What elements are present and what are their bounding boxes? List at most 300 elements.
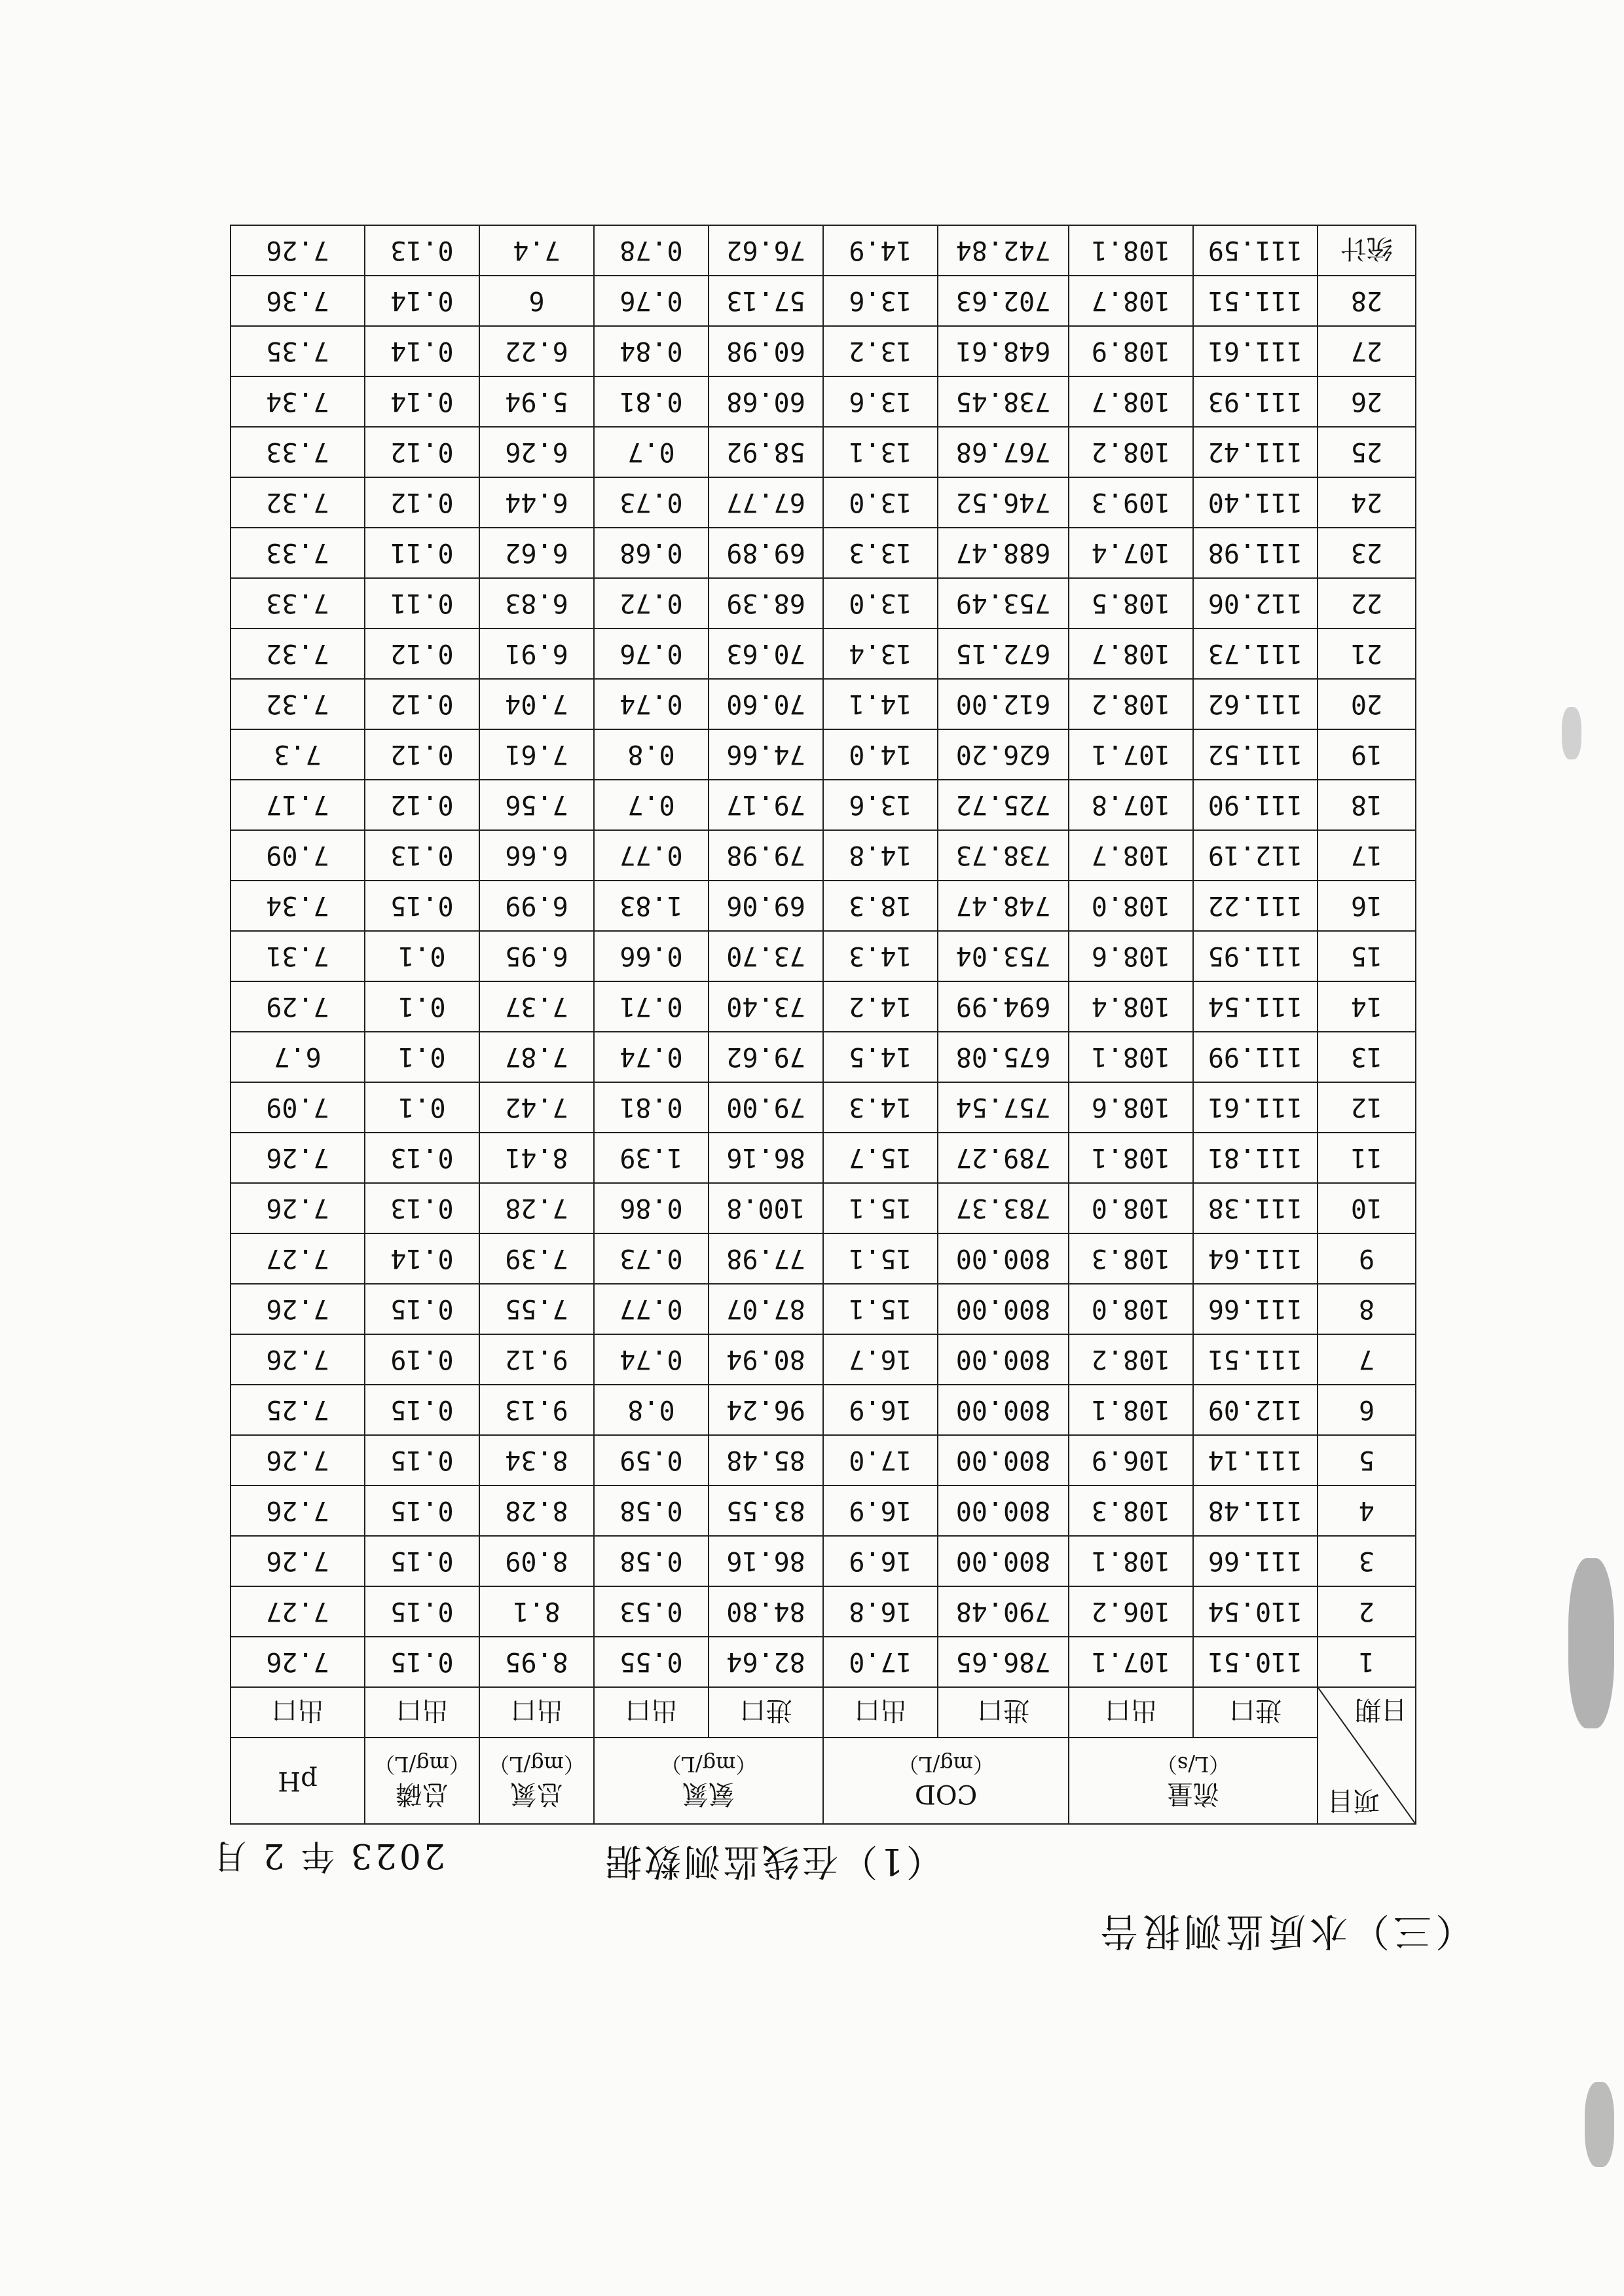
value-cell: 7.27 — [231, 1586, 365, 1637]
value-cell: 108.2 — [1069, 679, 1193, 729]
value-cell: 7.42 — [479, 1082, 594, 1133]
value-cell: 82.64 — [709, 1637, 823, 1687]
value-cell: 6.66 — [479, 830, 594, 881]
value-cell: 7.55 — [479, 1284, 594, 1334]
value-cell: 108.0 — [1069, 1183, 1193, 1233]
table-row — [231, 376, 1416, 427]
value-cell: 108.4 — [1069, 981, 1193, 1032]
value-cell: 108.6 — [1069, 931, 1193, 981]
header-flow — [1069, 1738, 1318, 1824]
value-cell: 76.62 — [709, 225, 823, 276]
value-cell: 107.1 — [1069, 729, 1193, 780]
value-cell: 108.6 — [1069, 1082, 1193, 1133]
value-cell: 111.48 — [1193, 1485, 1318, 1536]
report-heading: （三）水质监测报告 — [1096, 1909, 1473, 1954]
value-cell: 110.54 — [1193, 1586, 1318, 1637]
value-cell: 111.93 — [1193, 376, 1318, 427]
table-row — [231, 780, 1416, 830]
table-body — [231, 225, 1416, 1687]
value-cell: 70.60 — [709, 679, 823, 729]
table-row — [231, 1334, 1416, 1385]
value-cell: 13.6 — [823, 780, 938, 830]
value-cell: 16.9 — [823, 1536, 938, 1586]
value-cell: 110.51 — [1193, 1637, 1318, 1687]
value-cell: 0.15 — [365, 1637, 479, 1687]
value-cell: 702.63 — [938, 276, 1069, 326]
table-row — [231, 1082, 1416, 1133]
value-cell: 7.26 — [231, 1485, 365, 1536]
value-cell: 16.7 — [823, 1334, 938, 1385]
value-cell: 7.28 — [479, 1183, 594, 1233]
date-cell: 25 — [1318, 427, 1416, 477]
table-row — [231, 1284, 1416, 1334]
value-cell: 800.00 — [938, 1385, 1069, 1435]
value-cell: 111.81 — [1193, 1133, 1318, 1183]
value-cell: 85.48 — [709, 1435, 823, 1485]
value-cell: 108.1 — [1069, 1133, 1193, 1183]
value-cell: 0.76 — [594, 629, 709, 679]
value-cell: 7.39 — [479, 1233, 594, 1284]
date-cell: 26 — [1318, 376, 1416, 427]
date-cell: 6 — [1318, 1385, 1416, 1435]
value-cell: 7.26 — [231, 1284, 365, 1334]
value-cell: 7.35 — [231, 326, 365, 376]
value-cell: 16.8 — [823, 1586, 938, 1637]
value-cell: 0.66 — [594, 931, 709, 981]
value-cell: 742.84 — [938, 225, 1069, 276]
value-cell: 57.13 — [709, 276, 823, 326]
value-cell: 672.15 — [938, 629, 1069, 679]
value-cell: 14.5 — [823, 1032, 938, 1082]
table-row — [231, 528, 1416, 578]
value-cell: 7.36 — [231, 276, 365, 326]
table-row — [231, 830, 1416, 881]
value-cell: 7.34 — [231, 881, 365, 931]
value-cell: 725.72 — [938, 780, 1069, 830]
value-cell: 111.59 — [1193, 225, 1318, 276]
header-total-nitrogen — [479, 1738, 594, 1824]
value-cell: 0.74 — [594, 1032, 709, 1082]
value-cell: 108.7 — [1069, 276, 1193, 326]
subheader-cod-out: 出口 — [823, 1687, 938, 1738]
date-cell: 3 — [1318, 1536, 1416, 1586]
value-cell: 60.68 — [709, 376, 823, 427]
value-cell: 112.06 — [1193, 578, 1318, 629]
value-cell: 0.58 — [594, 1485, 709, 1536]
value-cell: 107.1 — [1069, 1637, 1193, 1687]
date-cell: 14 — [1318, 981, 1416, 1032]
value-cell: 0.72 — [594, 578, 709, 629]
value-cell: 108.7 — [1069, 376, 1193, 427]
value-cell: 0.12 — [365, 729, 479, 780]
value-cell: 0.74 — [594, 1334, 709, 1385]
value-cell: 111.51 — [1193, 276, 1318, 326]
value-cell: 0.7 — [594, 780, 709, 830]
value-cell: 0.14 — [365, 276, 479, 326]
value-cell: 8.28 — [479, 1485, 594, 1536]
value-cell: 111.99 — [1193, 1032, 1318, 1082]
table-row — [231, 1233, 1416, 1284]
value-cell: 753.04 — [938, 931, 1069, 981]
value-cell: 0.15 — [365, 1536, 479, 1586]
value-cell: 7.32 — [231, 477, 365, 528]
value-cell: 13.1 — [823, 427, 938, 477]
value-cell: 800.00 — [938, 1284, 1069, 1334]
table-row — [231, 477, 1416, 528]
value-cell: 14.3 — [823, 1082, 938, 1133]
value-cell: 0.13 — [365, 1133, 479, 1183]
value-cell: 100.8 — [709, 1183, 823, 1233]
value-cell: 68.39 — [709, 578, 823, 629]
value-cell: 0.13 — [365, 225, 479, 276]
table-row — [231, 729, 1416, 780]
value-cell: 790.48 — [938, 1586, 1069, 1637]
value-cell: 7.33 — [231, 578, 365, 629]
value-cell: 79.62 — [709, 1032, 823, 1082]
value-cell: 111.38 — [1193, 1183, 1318, 1233]
value-cell: 111.42 — [1193, 427, 1318, 477]
date-cell: 28 — [1318, 276, 1416, 326]
value-cell: 7.37 — [479, 981, 594, 1032]
date-cell: 12 — [1318, 1082, 1416, 1133]
value-cell: 58.92 — [709, 427, 823, 477]
value-cell: 7.25 — [231, 1385, 365, 1435]
value-cell: 111.61 — [1193, 1082, 1318, 1133]
value-cell: 800.00 — [938, 1536, 1069, 1586]
value-cell: 0.15 — [365, 1435, 479, 1485]
value-cell: 8.34 — [479, 1435, 594, 1485]
value-cell: 0.11 — [365, 578, 479, 629]
value-cell: 0.73 — [594, 1233, 709, 1284]
value-cell: 16.9 — [823, 1385, 938, 1435]
value-cell: 0.77 — [594, 830, 709, 881]
value-cell: 648.61 — [938, 326, 1069, 376]
value-cell: 70.63 — [709, 629, 823, 679]
value-cell: 16.9 — [823, 1485, 938, 1536]
value-cell: 612.00 — [938, 679, 1069, 729]
value-cell: 86.16 — [709, 1536, 823, 1586]
table-row — [231, 1536, 1416, 1586]
value-cell: 0.12 — [365, 477, 479, 528]
subheader-cod-in: 进口 — [938, 1687, 1069, 1738]
value-cell: 6 — [479, 276, 594, 326]
value-cell: 108.7 — [1069, 629, 1193, 679]
date-cell: 7 — [1318, 1334, 1416, 1385]
value-cell: 738.73 — [938, 830, 1069, 881]
value-cell: 108.2 — [1069, 427, 1193, 477]
value-cell: 13.0 — [823, 477, 938, 528]
value-cell: 108.1 — [1069, 1536, 1193, 1586]
subheader-flow-in: 进口 — [1193, 1687, 1318, 1738]
value-cell: 7.4 — [479, 225, 594, 276]
value-cell: 13.4 — [823, 629, 938, 679]
value-cell: 77.98 — [709, 1233, 823, 1284]
value-cell: 7.29 — [231, 981, 365, 1032]
date-cell: 17 — [1318, 830, 1416, 881]
value-cell: 9.13 — [479, 1385, 594, 1435]
value-cell: 111.62 — [1193, 679, 1318, 729]
value-cell: 0.15 — [365, 881, 479, 931]
value-cell: 18.3 — [823, 881, 938, 931]
table-row — [231, 1183, 1416, 1233]
value-cell: 738.45 — [938, 376, 1069, 427]
value-cell: 107.4 — [1069, 528, 1193, 578]
value-cell: 111.64 — [1193, 1233, 1318, 1284]
table-row — [231, 679, 1416, 729]
value-cell: 7.26 — [231, 1637, 365, 1687]
date-cell: 18 — [1318, 780, 1416, 830]
monitoring-table — [230, 225, 1416, 1825]
value-cell: 786.65 — [938, 1637, 1069, 1687]
table-row — [231, 1385, 1416, 1435]
value-cell: 67.77 — [709, 477, 823, 528]
subheader-ammonia-in: 进口 — [709, 1687, 823, 1738]
header-tp-unit: （mg/L） — [374, 1752, 470, 1777]
value-cell: 7.31 — [231, 931, 365, 981]
value-cell: 7.3 — [231, 729, 365, 780]
value-cell: 6.26 — [479, 427, 594, 477]
table-row — [231, 578, 1416, 629]
value-cell: 626.20 — [938, 729, 1069, 780]
value-cell: 6.99 — [479, 881, 594, 931]
value-cell: 111.22 — [1193, 881, 1318, 931]
value-cell: 6.95 — [479, 931, 594, 981]
header-tn-label: 总氮 — [510, 1779, 563, 1809]
value-cell: 789.27 — [938, 1133, 1069, 1183]
value-cell: 0.15 — [365, 1485, 479, 1536]
value-cell: 106.9 — [1069, 1435, 1193, 1485]
value-cell: 0.81 — [594, 376, 709, 427]
value-cell: 108.2 — [1069, 1334, 1193, 1385]
header-tp-label: 总磷 — [396, 1779, 449, 1809]
subheader-ph-out: 出口 — [231, 1687, 365, 1738]
value-cell: 8.1 — [479, 1586, 594, 1637]
date-cell: 21 — [1318, 629, 1416, 679]
value-cell: 87.07 — [709, 1284, 823, 1334]
value-cell: 7.87 — [479, 1032, 594, 1082]
value-cell: 108.0 — [1069, 881, 1193, 931]
value-cell: 83.55 — [709, 1485, 823, 1536]
date-cell: 4 — [1318, 1485, 1416, 1536]
value-cell: 14.3 — [823, 931, 938, 981]
table-row — [231, 1485, 1416, 1536]
value-cell: 7.17 — [231, 780, 365, 830]
value-cell: 0.15 — [365, 1586, 479, 1637]
value-cell: 7.33 — [231, 427, 365, 477]
value-cell: 7.09 — [231, 830, 365, 881]
value-cell: 0.15 — [365, 1385, 479, 1435]
value-cell: 688.47 — [938, 528, 1069, 578]
value-cell: 7.04 — [479, 679, 594, 729]
value-cell: 7.61 — [479, 729, 594, 780]
value-cell: 80.94 — [709, 1334, 823, 1385]
value-cell: 111.14 — [1193, 1435, 1318, 1485]
value-cell: 108.5 — [1069, 578, 1193, 629]
table-row — [231, 931, 1416, 981]
value-cell: 0.84 — [594, 326, 709, 376]
value-cell: 0.73 — [594, 477, 709, 528]
value-cell: 0.1 — [365, 931, 479, 981]
value-cell: 112.19 — [1193, 830, 1318, 881]
value-cell: 14.8 — [823, 830, 938, 881]
value-cell: 0.19 — [365, 1334, 479, 1385]
header-ammonia-unit: （mg/L） — [660, 1752, 757, 1777]
value-cell: 7.26 — [231, 1133, 365, 1183]
date-cell: 19 — [1318, 729, 1416, 780]
value-cell: 111.40 — [1193, 477, 1318, 528]
value-cell: 7.32 — [231, 679, 365, 729]
value-cell: 7.34 — [231, 376, 365, 427]
value-cell: 6.91 — [479, 629, 594, 679]
value-cell: 0.76 — [594, 276, 709, 326]
value-cell: 14.0 — [823, 729, 938, 780]
value-cell: 0.53 — [594, 1586, 709, 1637]
value-cell: 15.1 — [823, 1183, 938, 1233]
value-cell: 96.24 — [709, 1385, 823, 1435]
subheader-tn-out: 出口 — [479, 1687, 594, 1738]
value-cell: 7.26 — [231, 1435, 365, 1485]
value-cell: 108.1 — [1069, 1385, 1193, 1435]
value-cell: 15.1 — [823, 1233, 938, 1284]
value-cell: 0.12 — [365, 780, 479, 830]
value-cell: 111.95 — [1193, 931, 1318, 981]
value-cell: 800.00 — [938, 1485, 1069, 1536]
header-cod-unit: （mg/L） — [898, 1752, 994, 1777]
value-cell: 748.47 — [938, 881, 1069, 931]
value-cell: 1.83 — [594, 881, 709, 931]
value-cell: 14.9 — [823, 225, 938, 276]
value-cell: 106.2 — [1069, 1586, 1193, 1637]
value-cell: 8.41 — [479, 1133, 594, 1183]
table-row — [231, 326, 1416, 376]
value-cell: 111.54 — [1193, 981, 1318, 1032]
table-row — [231, 1032, 1416, 1082]
value-cell: 0.8 — [594, 1385, 709, 1435]
value-cell: 7.09 — [231, 1082, 365, 1133]
value-cell: 675.08 — [938, 1032, 1069, 1082]
value-cell: 108.0 — [1069, 1284, 1193, 1334]
value-cell: 111.61 — [1193, 326, 1318, 376]
value-cell: 753.49 — [938, 578, 1069, 629]
value-cell: 108.9 — [1069, 326, 1193, 376]
value-cell: 15.1 — [823, 1284, 938, 1334]
value-cell: 6.62 — [479, 528, 594, 578]
value-cell: 108.1 — [1069, 1032, 1193, 1082]
value-cell: 0.8 — [594, 729, 709, 780]
value-cell: 7.26 — [231, 1183, 365, 1233]
table-row — [231, 1435, 1416, 1485]
value-cell: 13.2 — [823, 326, 938, 376]
value-cell: 108.7 — [1069, 830, 1193, 881]
value-cell: 17.0 — [823, 1435, 938, 1485]
header-ammonia-label: 氨氮 — [682, 1779, 735, 1809]
value-cell: 800.00 — [938, 1233, 1069, 1284]
date-cell: 9 — [1318, 1233, 1416, 1284]
value-cell: 73.70 — [709, 931, 823, 981]
date-cell: 1 — [1318, 1637, 1416, 1687]
value-cell: 800.00 — [938, 1334, 1069, 1385]
value-cell: 111.73 — [1193, 629, 1318, 679]
value-cell: 13.3 — [823, 528, 938, 578]
value-cell: 69.89 — [709, 528, 823, 578]
value-cell: 0.7 — [594, 427, 709, 477]
value-cell: 79.00 — [709, 1082, 823, 1133]
header-flow-unit: （L/s） — [1156, 1752, 1230, 1777]
header-cod-label: COD — [914, 1779, 978, 1809]
table-row — [231, 629, 1416, 679]
value-cell: 108.1 — [1069, 225, 1193, 276]
value-cell: 0.77 — [594, 1284, 709, 1334]
date-cell: 22 — [1318, 578, 1416, 629]
date-cell: 20 — [1318, 679, 1416, 729]
value-cell: 6.22 — [479, 326, 594, 376]
value-cell: 109.3 — [1069, 477, 1193, 528]
value-cell: 108.3 — [1069, 1485, 1193, 1536]
value-cell: 767.68 — [938, 427, 1069, 477]
value-cell: 73.40 — [709, 981, 823, 1032]
table-row — [231, 1637, 1416, 1687]
date-cell: 10 — [1318, 1183, 1416, 1233]
value-cell: 8.09 — [479, 1536, 594, 1586]
table-row — [231, 225, 1416, 276]
value-cell: 13.6 — [823, 276, 938, 326]
value-cell: 111.98 — [1193, 528, 1318, 578]
value-cell: 7.33 — [231, 528, 365, 578]
value-cell: 14.1 — [823, 679, 938, 729]
value-cell: 111.66 — [1193, 1284, 1318, 1334]
value-cell: 0.11 — [365, 528, 479, 578]
date-cell: 27 — [1318, 326, 1416, 376]
value-cell: 0.12 — [365, 629, 479, 679]
report-month: 2023 年 2 月 — [210, 1836, 445, 1875]
value-cell: 111.66 — [1193, 1536, 1318, 1586]
value-cell: 74.66 — [709, 729, 823, 780]
value-cell: 8.95 — [479, 1637, 594, 1687]
value-cell: 0.12 — [365, 427, 479, 477]
date-cell: 24 — [1318, 477, 1416, 528]
value-cell: 0.1 — [365, 981, 479, 1032]
value-cell: 107.8 — [1069, 780, 1193, 830]
report-subheading: （1）在线监测数据 — [602, 1840, 943, 1882]
value-cell: 694.99 — [938, 981, 1069, 1032]
value-cell: 0.13 — [365, 830, 479, 881]
value-cell: 1.39 — [594, 1133, 709, 1183]
table-row — [231, 427, 1416, 477]
table-row — [231, 881, 1416, 931]
value-cell: 783.37 — [938, 1183, 1069, 1233]
date-cell: 统计 — [1318, 225, 1416, 276]
value-cell: 15.7 — [823, 1133, 938, 1183]
value-cell: 0.74 — [594, 679, 709, 729]
value-cell: 0.12 — [365, 679, 479, 729]
value-cell: 7.26 — [231, 1536, 365, 1586]
value-cell: 60.98 — [709, 326, 823, 376]
header-total-phosphorus — [365, 1738, 479, 1824]
value-cell: 111.90 — [1193, 780, 1318, 830]
value-cell: 0.68 — [594, 528, 709, 578]
header-ph: pH — [231, 1738, 365, 1824]
value-cell: 5.94 — [479, 376, 594, 427]
subheader-flow-out: 出口 — [1069, 1687, 1193, 1738]
value-cell: 800.00 — [938, 1435, 1069, 1485]
table-row — [231, 1586, 1416, 1637]
value-cell: 0.1 — [365, 1082, 479, 1133]
subheader-ammonia-out: 出口 — [594, 1687, 709, 1738]
table-row — [231, 276, 1416, 326]
date-cell: 16 — [1318, 881, 1416, 931]
value-cell: 7.32 — [231, 629, 365, 679]
date-cell: 5 — [1318, 1435, 1416, 1485]
